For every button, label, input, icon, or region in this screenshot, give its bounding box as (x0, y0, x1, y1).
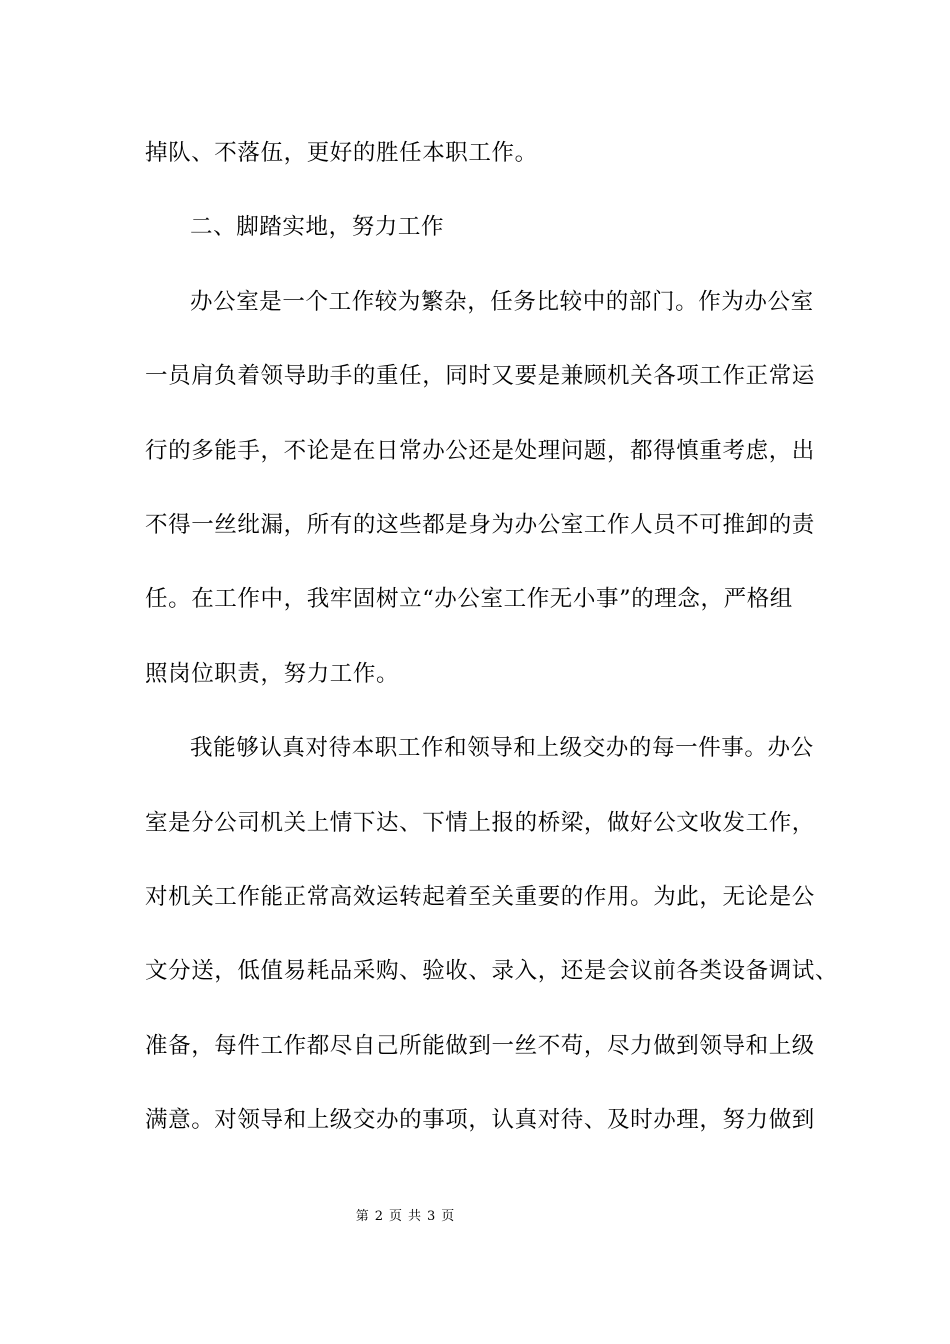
body-line-8: 照岗位职责，努力工作。 (145, 661, 400, 687)
body-line-14: 满意。对领导和上级交办的事项，认真对待、及时办理，努力做到 (145, 1107, 815, 1133)
footer-ye: 页 (388, 1209, 402, 1224)
page-footer (0, 1208, 810, 1226)
footer-current-page: 2 (374, 1209, 383, 1224)
footer-gong: 共 (408, 1209, 422, 1224)
body-line-10: 室是分公司机关上情下达、下情上报的桥梁，做好公文收发工作， (145, 810, 815, 836)
body-line-1: 掉队、不落伍，更好的胜任本职工作。 (145, 140, 538, 166)
section-heading: 二、脚踏实地，努力工作 (190, 214, 445, 240)
body-line-13: 准备，每件工作都尽自己所能做到一丝不苟，尽力做到领导和上级 (145, 1033, 815, 1059)
body-line-9: 我能够认真对待本职工作和领导和上级交办的每一件事。办公 (190, 735, 814, 761)
footer-ye-2: 页 (441, 1209, 455, 1224)
body-line-7: 任。在工作中，我牢固树立“办公室工作无小事”的理念，严格组 (145, 586, 793, 612)
footer-total-pages: 3 (427, 1209, 436, 1224)
body-line-12: 文分送，低值易耗品采购、验收、录入，还是会议前各类设备调试、 (145, 958, 839, 984)
body-line-4: 一员肩负着领导助手的重任，同时又要是兼顾机关各项工作正常运 (145, 363, 815, 389)
body-line-5: 行的多能手，不论是在日常办公还是处理问题，都得慎重考虑，出 (145, 438, 815, 464)
footer-di: 第 (355, 1209, 369, 1224)
body-line-6: 不得一丝纰漏，所有的这些都是身为办公室工作人员不可推卸的责 (145, 512, 815, 538)
body-line-3: 办公室是一个工作较为繁杂，任务比较中的部门。作为办公室 (190, 289, 814, 315)
body-line-11: 对机关工作能正常高效运转起着至关重要的作用。为此，无论是公 (145, 884, 815, 910)
